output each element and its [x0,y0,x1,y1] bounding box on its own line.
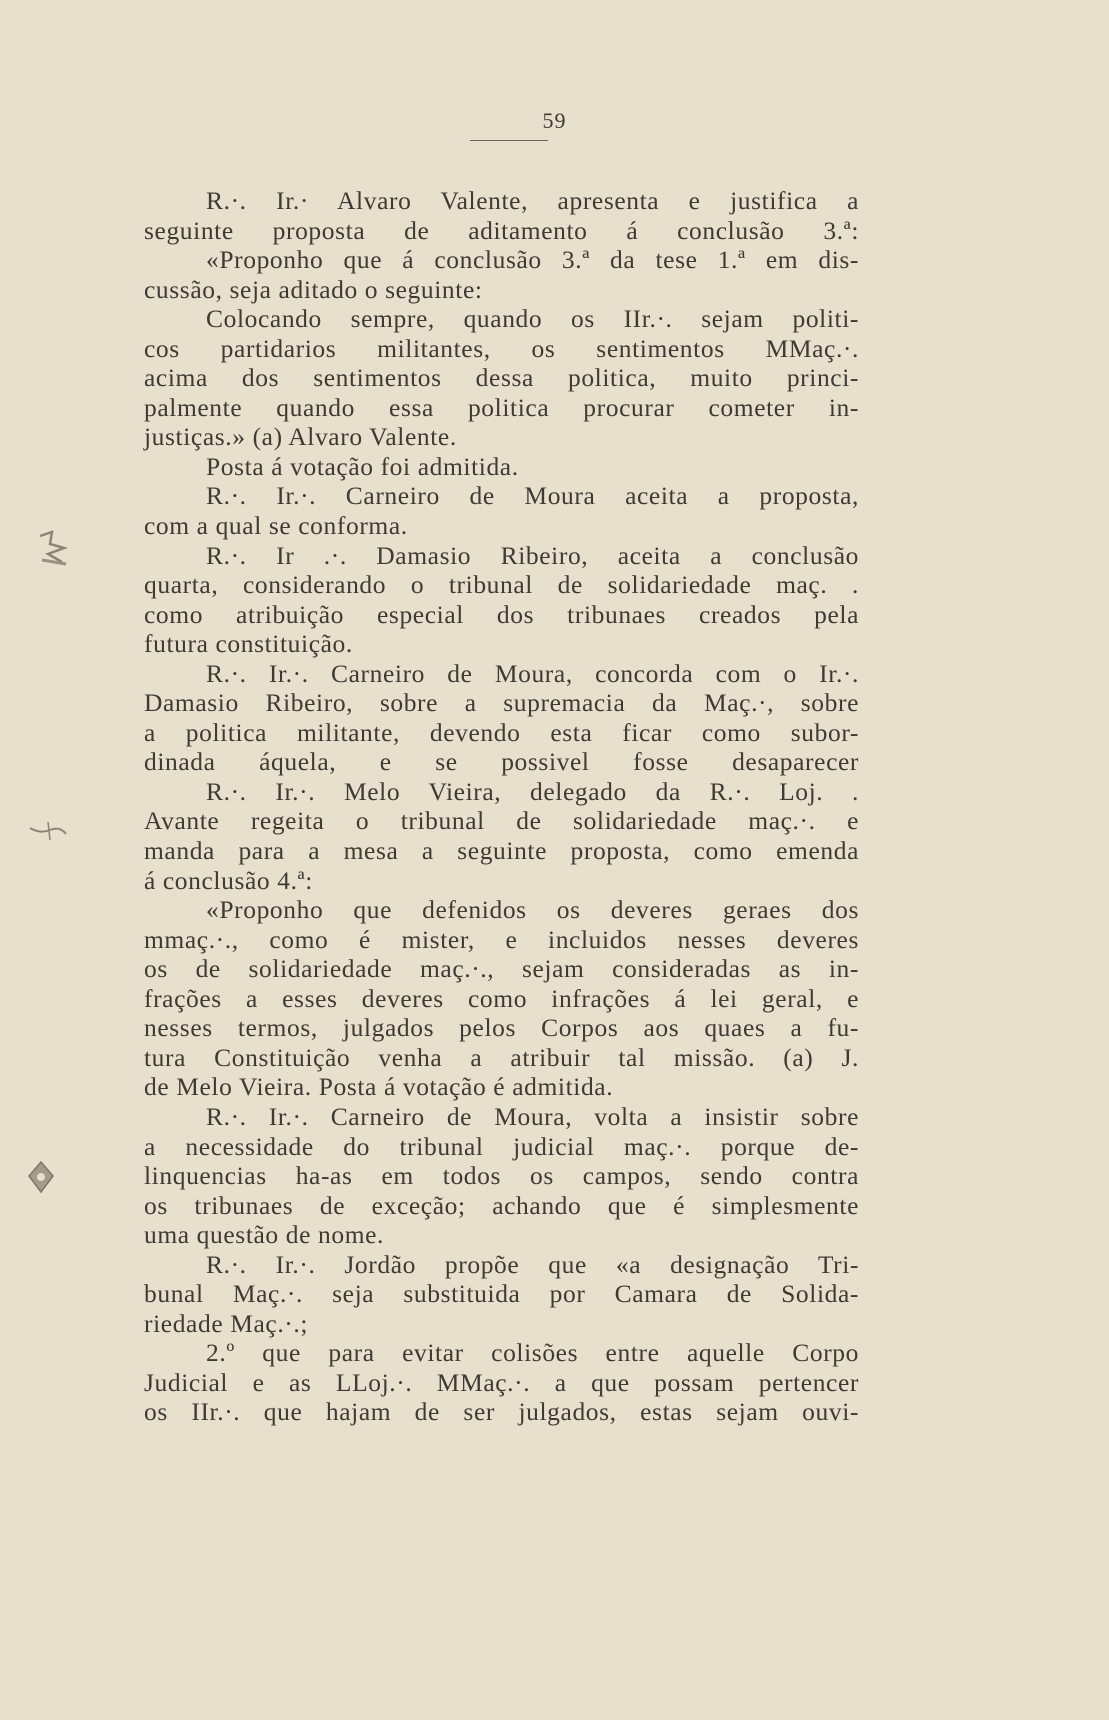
text-line: R.·. Ir.·. Jordão propõe que «a designação Tri- [206,1249,859,1279]
text-line: bunal Maç.·. seja substituida por Camara de Solida- [144,1279,859,1309]
text-line: como atribuição especial dos tribunaes creados pela [144,599,859,629]
text-line: Damasio Ribeiro, sobre a supremacia da Maç.·, sobre [144,688,859,718]
text-line: os tribunaes de exceção; achando que é simplesmente [144,1190,859,1220]
text-line: uma questão de nome. [144,1220,385,1250]
text-line: «Proponho que defenidos os deveres geraes dos [206,895,859,925]
text-line: á conclusão 4.ª: [144,865,313,895]
text-line: os de solidariedade maç.·., sejam consideradas as in- [144,954,859,984]
text-line: riedade Maç.·.; [144,1308,309,1338]
text-line: cos partidarios militantes, os sentimentos MMaç.·. [144,333,859,363]
text-line: Avante regeita o tribunal de solidariedade maç.·. e [144,806,859,836]
body-text [144,186,859,1427]
text-line: Posta á votação foi admitida. [206,451,519,481]
text-line: linquencias ha-as em todos os campos, sendo contra [144,1161,859,1191]
text-line: manda para a mesa a seguinte proposta, como emenda [144,836,859,866]
margin-mark-icon [28,820,68,842]
text-line: de Melo Vieira. Posta á votação é admitida. [144,1072,614,1102]
text-line: palmente quando essa politica procurar cometer in- [144,392,859,422]
text-line: R.·. Ir.·. Carneiro de Moura, concorda com o Ir.·. [206,658,859,688]
text-line: R.·. Ir .·. Damasio Ribeiro, aceita a conclusão [206,540,859,570]
text-line: Colocando sempre, quando os IIr.·. sejam politi- [206,304,859,334]
text-line: acima dos sentimentos dessa politica, muito princi- [144,363,859,393]
page-number: 59 [542,108,567,133]
text-line: R.·. Ir.·. Melo Vieira, delegado da R.·. Loj. . [206,776,859,806]
text-line: a necessidade do tribunal judicial maç.·. porque de- [144,1131,859,1161]
text-line: R.·. Ir.·. Carneiro de Moura aceita a proposta, [206,481,859,511]
text-line: R.·. Ir.· Alvaro Valente, apresenta e justifica a [206,186,859,215]
text-line: nesses termos, julgados pelos Corpos aos quaes a fu- [144,1013,859,1043]
text-line: mmaç.·., como é mister, e incluidos nesses deveres [144,924,859,954]
text-line: com a qual se conforma. [144,511,408,541]
text-line: os IIr.·. que hajam de ser julgados, estas sejam ouvi- [144,1397,859,1427]
margin-stamp-icon [36,530,70,566]
text-line: Judicial e as LLoj.·. MMaç.·. a que possam pertencer [144,1367,859,1397]
text-line: 2.º que para evitar colisões entre aquelle Corpo [206,1338,859,1368]
text-line: «Proponho que á conclusão 3.ª da tese 1.ª em dis- [206,245,859,275]
text-line: futura constituição. [144,629,353,659]
header-rule [470,140,548,141]
text-line: justiças.» (a) Alvaro Valente. [144,422,457,452]
text-line: a politica militante, devendo esta ficar como subor- [144,717,859,747]
text-line: seguinte proposta de aditamento á conclusão 3.ª: [144,215,859,245]
text-line: tura Constituição venha a atribuir tal missão. (a) J. [144,1042,859,1072]
text-line: dinada áquela, e se possivel fosse desaparecer [144,747,859,777]
margin-seal-icon [26,1160,56,1194]
text-line: cussão, seja aditado o seguinte: [144,274,483,304]
text-line: frações a esses deveres como infrações á lei geral, e [144,983,859,1013]
text-line: quarta, considerando o tribunal de solidariedade maç. . [144,570,859,600]
text-line: R.·. Ir.·. Carneiro de Moura, volta a insistir sobre [206,1101,859,1131]
